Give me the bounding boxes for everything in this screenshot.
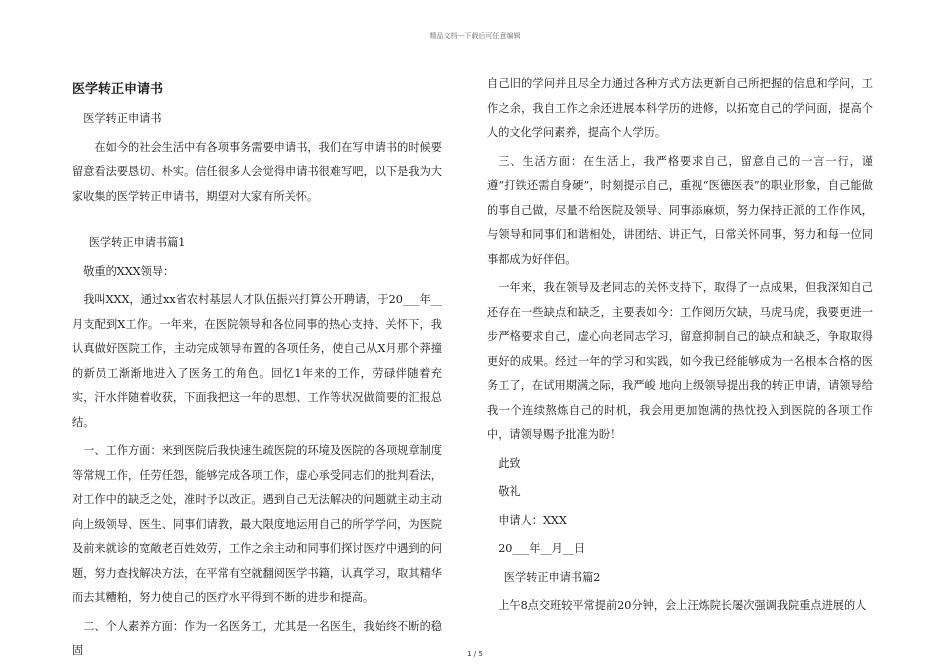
right-column: [487, 72, 873, 623]
applicant-line: 申请人：XXX: [498, 513, 567, 527]
closing-line: 敬礼: [498, 485, 521, 498]
header-note: 精品文档---下载后可任意编辑: [429, 32, 521, 40]
document-title: 医学转正申请书: [72, 82, 164, 97]
body-paragraph: 二、个人素养方面：作为一名医务工，尤其是一名医生，我始终不断的稳固: [72, 619, 442, 657]
closing-line: 此致: [498, 456, 521, 470]
body-paragraph: 自己旧的学问并且尽全力通过各种方式方法更新自己所把握的信息和学问，工作之余，我自工作之余还进展本科学历的进修，以拓宽自己的学问面，提高个人的文化学问素养，提高个人学历。: [487, 77, 873, 139]
left-column: [72, 72, 442, 668]
body-paragraph: 一年来，我在领导及老同志的关怀支持下，取得了一点成果，但我深知自己还存在一些缺点和缺乏，主要表如今：工作阅历欠缺，马虎马虎，我要更进一步严格要求自己，虚心向老同志学习，留意抑制自己的缺点和缺乏，争取取得更好的成果。经过一年的学习和实践，如今我已经能够成为一名根本合格的医务工了，在试用期满之际，我严峻 地向上级领导提出我的转正申请，请领导给我一个连续熬炼自己的时机，我会用更加饱满的热忱投入到医院的各项工作中，请领导赐予批准为盼！: [487, 281, 873, 441]
section-title-1: 医学转正申请书篇1: [88, 236, 186, 249]
section-title-2: 医学转正申请书篇2: [503, 570, 601, 584]
body-paragraph: 我叫XXX，通过xx省农村基层人才队伍振兴打算公开聘请，于20___年__月支配到X工作。一年来，在医院领导和各位同事的热心支持、关怀下，我认真做好医院工作，主动完成领导布置的各项任务，使自己从X月那个莽撞的新员工渐渐地进入了医务工的角色。回忆1年来的工作，劳碌伴随着充实，汗水伴随着收获，下面我把这一年的思想、工作等状况做简要的汇报总结。: [72, 293, 442, 429]
page-number: 1 / 5: [467, 650, 483, 658]
subtitle: 医学转正申请书: [83, 112, 162, 125]
salutation: 敬重的XXX领导：: [83, 264, 175, 278]
body-paragraph: 上午8点交班较平常提前20分钟，会上汪炼院长屡次强调我院重点进展的人: [498, 599, 867, 612]
body-paragraph: 三、生活方面：在生活上，我严格要求自己，留意自己的一言一行，谨遵“打铁还需自身硬”，时刻提示自己，重视“医德医表”的职业形象，自己能做的事自己做，尽量不给医院及领导、同事添麻烦，努力保持正派的工作作风，与领导和同事们和谐相处，讲团结、讲正气，日常关怀同事，努力和每一位同事都成为好伴侣。: [487, 154, 873, 266]
date-line: 20___年__月__日: [498, 542, 586, 555]
intro-paragraph: 在如今的社会生活中有各项事务需要申请书，我们在写申请书的时候要留意看法要恳切、朴实。信任很多人会觉得申请书很难写吧，以下是我为大家收集的医学转正申请书，期望对大家有所关怀。: [72, 140, 442, 203]
body-paragraph: 一、工作方面：来到医院后我快速生疏医院的环境及医院的各项规章制度等常规工作，任劳任怨，能够完成各项工作，虚心承受同志们的批判看法，对工作中的缺乏之处，准时予以改正。遇到自己无法解决的问题就主动主动向上级领导、医生、同事们请教，最大限度地运用自己的所学学问，为医院及前来就诊的宽敞老百姓效劳，工作之余主动和同事们探讨医疗中遇到的问题，努力查找解决方法，在平常有空就翻阅医学书籍，认真学习，取其精华而去其糟粕，努力使自己的医疗水平得到不断的进步和提高。: [72, 444, 442, 604]
spacer: [72, 213, 442, 231]
